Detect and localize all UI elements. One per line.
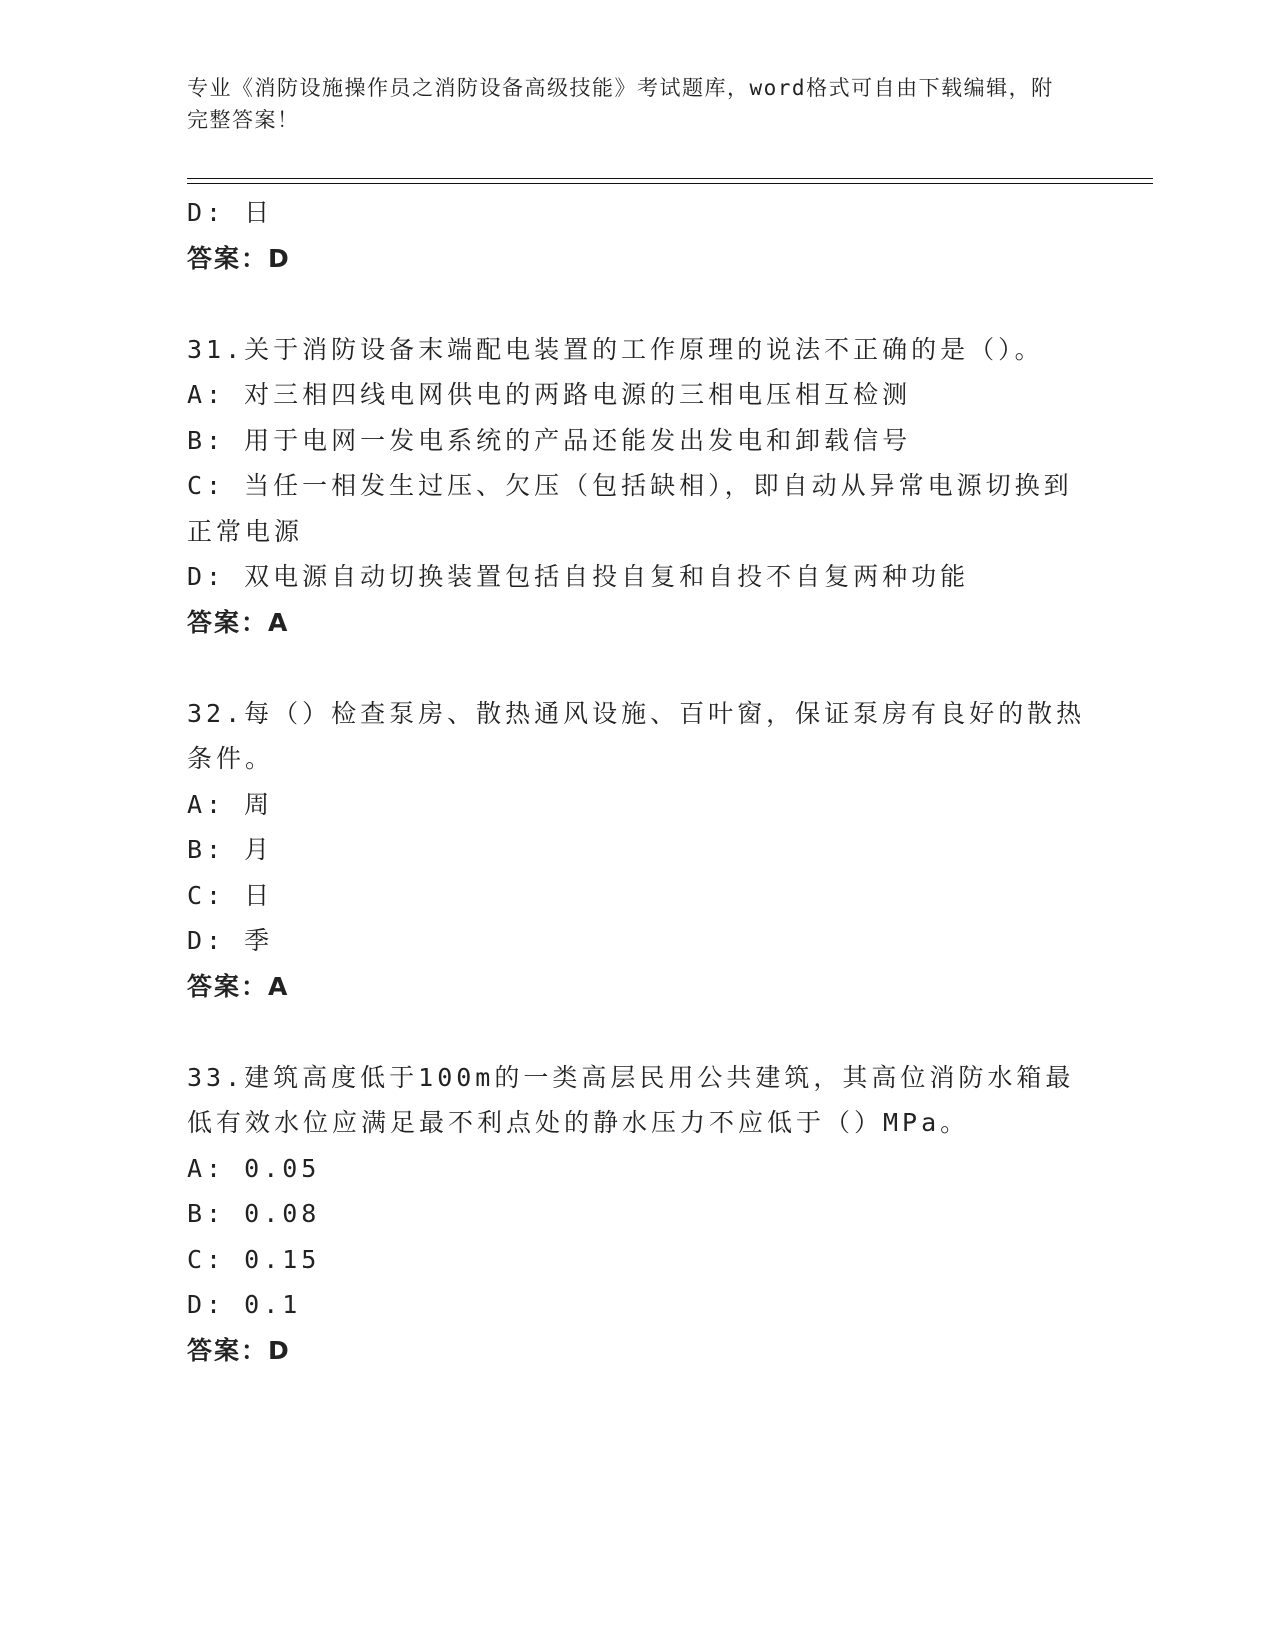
option-c: C: 日 xyxy=(187,880,274,910)
answer-label: 答案：A xyxy=(187,971,290,1001)
option-d: D: 双电源自动切换装置包括自投自复和自投不自复两种功能 xyxy=(187,562,970,591)
option-b: B: 用于电网一发电系统的产品还能发出发电和卸载信号 xyxy=(187,425,912,455)
option-b: B: 0.08 xyxy=(187,1199,321,1228)
question-32 xyxy=(187,691,1087,1010)
option-a: A: 周 xyxy=(187,789,274,819)
question-stem: 32.每（）检查泵房、散热通风设施、百叶窗，保证泵房有良好的散热条件。 xyxy=(187,698,1086,773)
option-d: D: 季 xyxy=(187,926,274,955)
option-c: C: 0.15 xyxy=(187,1244,321,1274)
answer-label: 答案：D xyxy=(187,243,291,273)
option-c: C: 当任一相发生过压、欠压（包括缺相），即自动从异常电源切换到正常电源 xyxy=(187,471,1073,546)
question-33 xyxy=(187,1055,1087,1374)
header-divider-bottom xyxy=(187,183,1153,184)
question-content xyxy=(187,190,1087,1373)
option-a: A: 0.05 xyxy=(187,1153,321,1183)
answer-label: 答案：A xyxy=(187,607,290,637)
question-stem: 31.关于消防设备末端配电装置的工作原理的说法不正确的是（）。 xyxy=(187,334,1044,364)
question-31 xyxy=(187,327,1087,646)
document-header: 专业《消防设施操作员之消防设备高级技能》考试题库，word格式可自由下载编辑，附完整答案！ xyxy=(187,76,1054,132)
question-stem: 33.建筑高度低于100m的一类高层民用公共建筑，其高位消防水箱最低有效水位应满足最不利点处的静水压力不应低于（）MPa。 xyxy=(187,1062,1075,1137)
answer-label: 答案：D xyxy=(187,1335,291,1365)
header-divider-top xyxy=(187,178,1153,179)
option-a: A: 对三相四线电网供电的两路电源的三相电压相互检测 xyxy=(187,380,912,409)
option-b: B: 月 xyxy=(187,835,274,864)
option-d: D: 0.1 xyxy=(187,1290,302,1319)
option-d: D: 日 xyxy=(187,198,274,227)
